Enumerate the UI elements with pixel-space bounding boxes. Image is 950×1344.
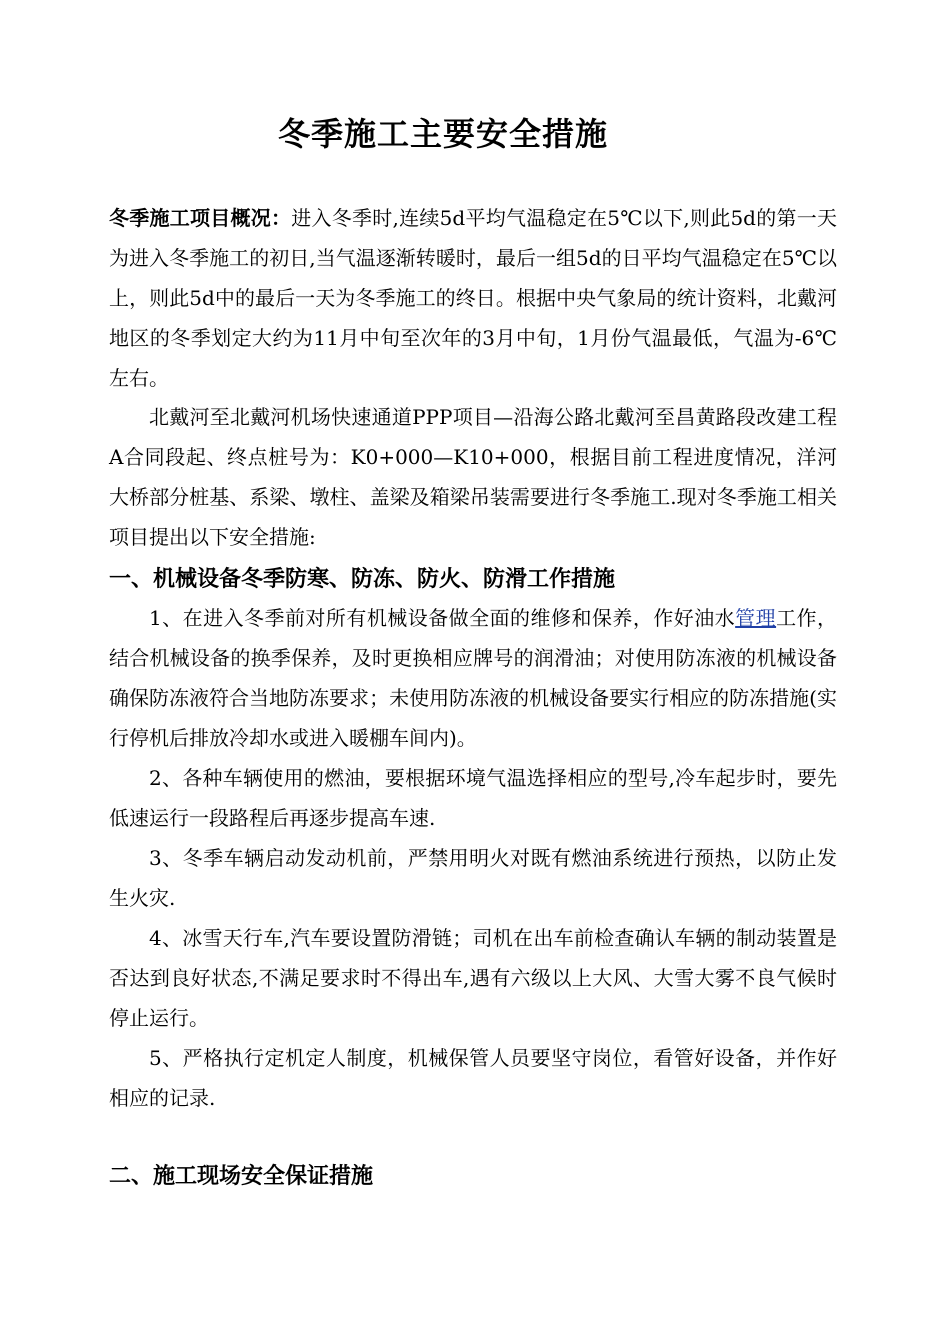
item-4: 4、冰雪天行车,汽车要设置防滑链；司机在出车前检查确认车辆的制动装置是否达到良好状态,不满足要求时不得出车,遇有六级以上大风、大雪大雾不良气候时停止运行。	[109, 926, 837, 1030]
document-title: 冬季施工主要安全措施	[277, 115, 608, 153]
intro-paragraph: 北戴河至北戴河机场快速通道PPP项目—沿海公路北戴河至昌黄路段改建工程A合同段起、终点桩号为：K0+000—K10+000，根据目前工程进度情况，洋河大桥部分桩基、系梁、墩柱、盖梁及箱梁吊装需要进行冬季施工.现对冬季施工相关项目提出以下安全措施:	[109, 405, 837, 549]
management-link[interactable]: 管理	[735, 606, 777, 630]
item-1-text-after: 工作，结合机械设备的换季保养，及时更换相应牌号的润滑油；对使用防冻液的机械设备确保防冻液符合当地防冻要求；未使用防冻液的机械设备要实行相应的防冻措施(实行停机后排放冷却水或进入暖棚车间内)。	[109, 606, 838, 750]
section-1-items	[109, 598, 837, 1118]
item-3: 3、冬季车辆启动发动机前，严禁用明火对既有燃油系统进行预热，以防止发生火灾.	[109, 846, 837, 910]
section-2-heading: 二、施工现场安全保证措施	[109, 1163, 374, 1189]
item-2: 2、各种车辆使用的燃油，要根据环境气温选择相应的型号,冷车起步时，要先低速运行一段路程后再逐步提高车速.	[109, 766, 837, 830]
overview-lead: 冬季施工项目概况：	[109, 206, 292, 230]
section-1-heading: 一、机械设备冬季防寒、防冻、防火、防滑工作措施	[109, 566, 616, 592]
item-1-text-before: 1、在进入冬季前对所有机械设备做全面的维修和保养，作好油水	[149, 606, 736, 630]
overview-text: 进入冬季时,连续5d平均气温稳定在5℃以下,则此5d的第一天为进入冬季施工的初日,当气温逐渐转暖时，最后一组5d的日平均气温稳定在5℃以上，则此5d中的最后一天为冬季施工的终日。根据中央气象局的统计资料，北戴河地区的冬季划定大约为11月中旬至次年的3月中旬，1月份气温最低，气温为-6℃左右。	[109, 206, 837, 390]
item-5: 5、严格执行定机定人制度，机械保管人员要坚守岗位，看管好设备，并作好相应的记录.	[109, 1046, 837, 1110]
overview-paragraph	[109, 198, 837, 398]
item-1	[109, 598, 837, 758]
